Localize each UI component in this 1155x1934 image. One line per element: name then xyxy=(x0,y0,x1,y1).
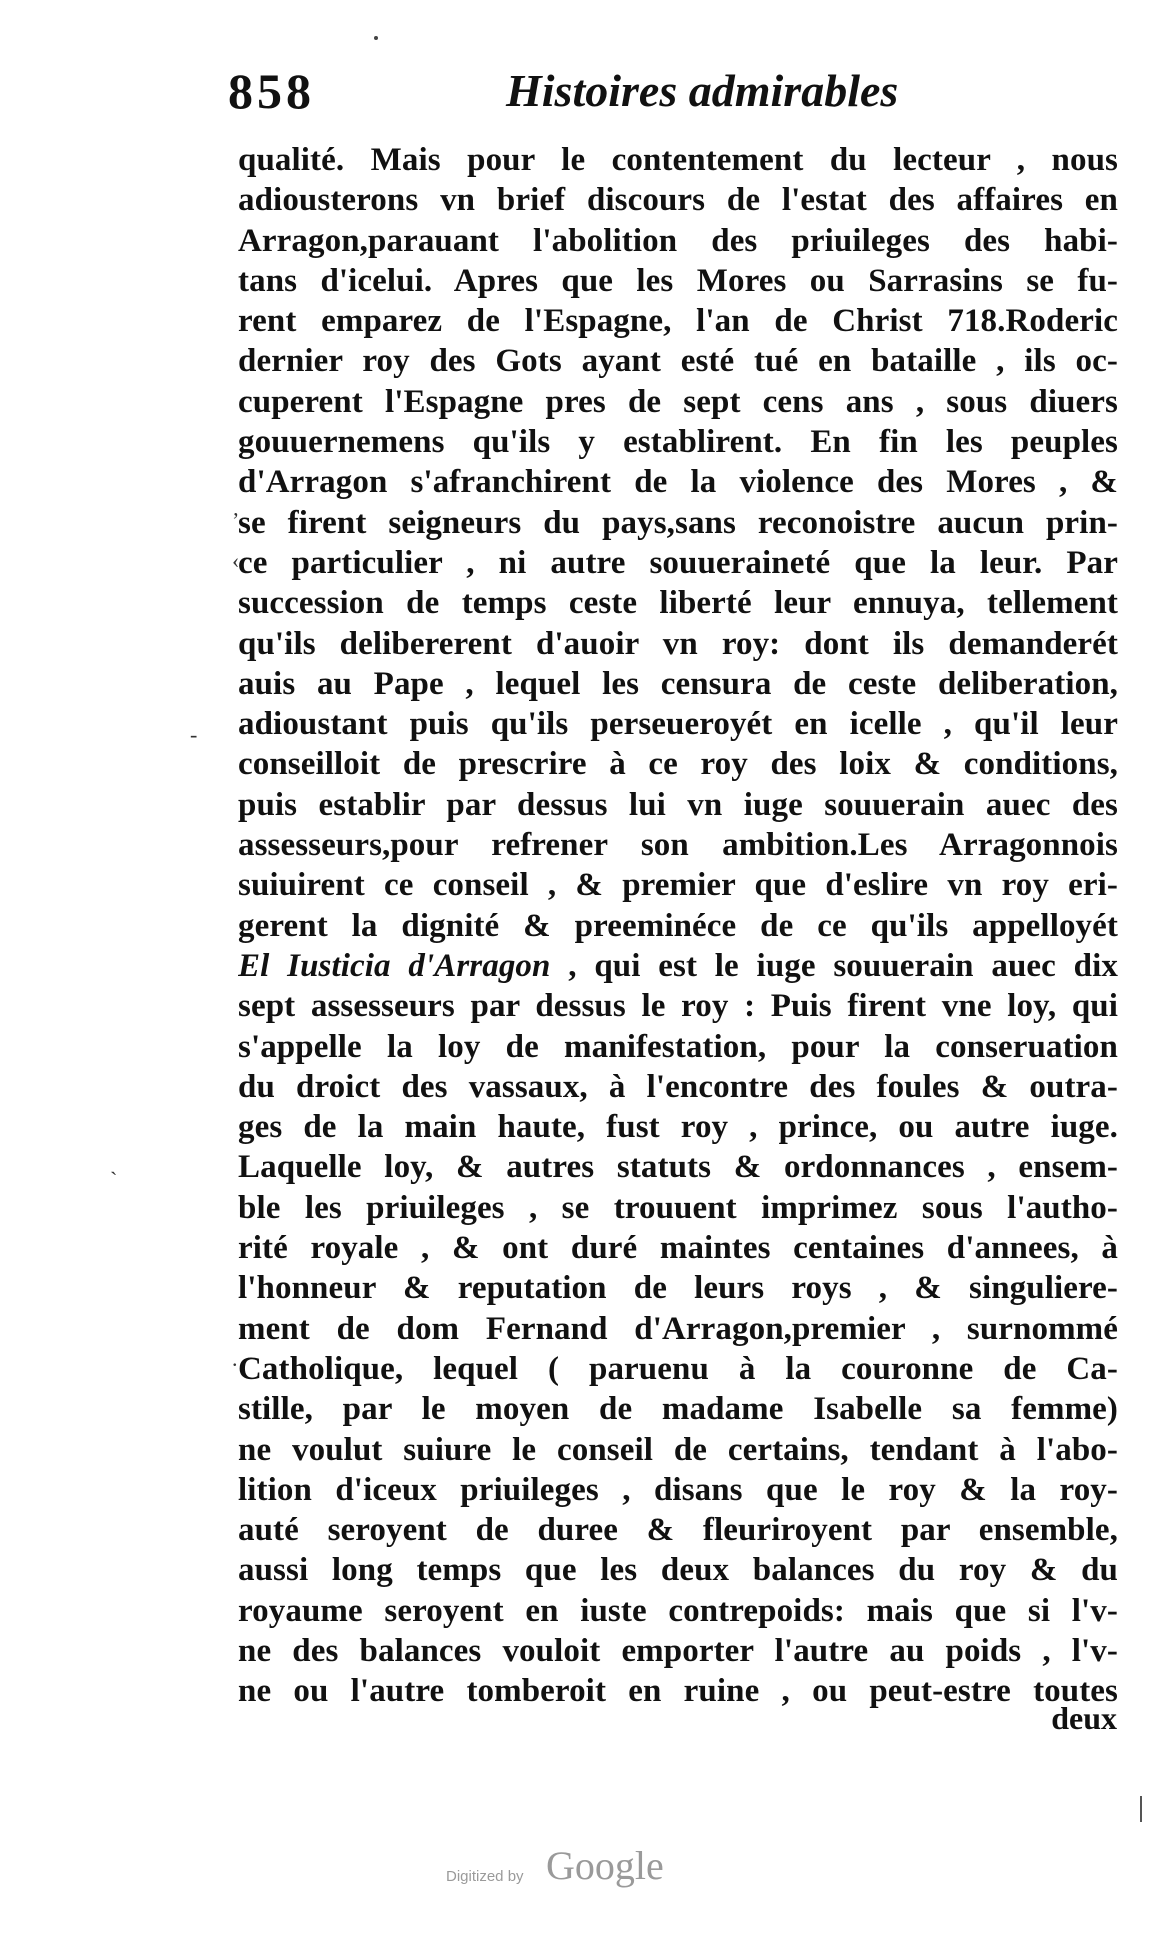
text-line: adioustant puis qu'ils perseueroyét en icelle , qu'il leur xyxy=(238,706,1118,743)
margin-mark: ʼ xyxy=(232,508,240,533)
text-line: dernier roy des Gots ayant esté tué en bataille , ils oc- xyxy=(238,343,1118,380)
text-line: ble les priuileges , se trouuent imprimez sous l'autho- xyxy=(238,1189,1118,1226)
text-line: rité royale , & ont duré maintes centaines d'annees, à xyxy=(238,1230,1118,1267)
body-text xyxy=(238,140,1118,1712)
catchword: deux xyxy=(1051,1700,1117,1736)
ink-speck xyxy=(374,36,378,40)
text-line: adiousterons vn brief discours de l'estat des affaires en xyxy=(238,182,1118,219)
text-line: Catholique, lequel ( paruenu à la couronne de Ca- xyxy=(238,1350,1118,1387)
text-line: auis au Pape , lequel les censura de ceste deliberation, xyxy=(238,665,1118,702)
text-line: Arragon,parauant l'abolition des priuileges des habi- xyxy=(238,222,1118,259)
italic-phrase: El Iusticia d'Arragon xyxy=(238,947,551,984)
text-line: assesseurs,pour refrener son ambition.Les Arragonnois xyxy=(238,827,1118,864)
page-header xyxy=(228,62,1108,132)
digitization-stamp xyxy=(442,1842,742,1892)
text-line: ce particulier , ni autre souueraineté que la leur. Par xyxy=(238,544,1118,581)
text-line: gouuernemens qu'ils y establirent. En fin les peuples xyxy=(238,424,1118,461)
text-line: cuperent l'Espagne pres de sept cens ans , sous diuers xyxy=(238,383,1118,420)
text-line: royaume seroyent en iuste contrepoids: mais que si l'v- xyxy=(238,1592,1118,1629)
text-line: aussi long temps que les deux balances du roy & du xyxy=(238,1552,1118,1589)
text-line: ne ou l'autre tomberoit en ruine , ou peut-estre toutes xyxy=(238,1673,1118,1710)
text-line: Laquelle loy, & autres statuts & ordonnances , ensem- xyxy=(238,1149,1118,1186)
margin-mark: - xyxy=(190,722,198,747)
text-line: lition d'iceux priuileges , disans que le roy & la roy- xyxy=(238,1471,1118,1508)
text-line: qualité. Mais pour le contentement du lecteur , nous xyxy=(238,142,1118,178)
margin-mark: ‹ xyxy=(232,548,240,573)
text-line: puis establir par dessus lui vn iuge souuerain auec des xyxy=(238,786,1118,823)
margin-mark: . xyxy=(232,1346,238,1371)
margin-mark: ˎ xyxy=(110,1150,118,1175)
text-line: du droict des vassaux, à l'encontre des foules & outra- xyxy=(238,1068,1118,1105)
text-line: El Iusticia d'Arragon , qui est le iuge souuerain auec dix xyxy=(238,947,1118,984)
text-line: ne voulut suiure le conseil de certains, tendant à l'abo- xyxy=(238,1431,1118,1468)
text-line: gerent la dignité & preeminéce de ce qu'ils appelloyét xyxy=(238,907,1118,944)
page-edge-mark xyxy=(1140,1796,1142,1822)
text-line: s'appelle la loy de manifestation, pour la conseruation xyxy=(238,1028,1118,1065)
text-line: se firent seigneurs du pays,sans reconoistre aucun prin- xyxy=(238,504,1118,541)
text-line: ment de dom Fernand d'Arragon,premier , surnommé xyxy=(238,1310,1118,1347)
text-line: succession de temps ceste liberté leur ennuya, tellement xyxy=(238,585,1118,622)
text-line: d'Arragon s'afranchirent de la violence des Mores , & xyxy=(238,464,1118,501)
text-line: qu'ils delibererent d'auoir vn roy: dont ils demanderét xyxy=(238,625,1118,662)
text-line: suiuirent ce conseil , & premier que d'eslire vn roy eri- xyxy=(238,867,1118,904)
text-line: ges de la main haute, fust roy , prince, ou autre iuge. xyxy=(238,1109,1118,1146)
text-line: conseilloit de prescrire à ce roy des loix & conditions, xyxy=(238,746,1118,783)
page-number: 858 xyxy=(228,63,315,119)
text-line: tans d'icelui. Apres que les Mores ou Sarrasins se fu- xyxy=(238,262,1118,299)
text-line: stille, par le moyen de madame Isabelle sa femme) xyxy=(238,1391,1118,1428)
digitized-by-label: Digitized by xyxy=(446,1868,524,1885)
text-line: auté seroyent de duree & fleuriroyent par ensemble, xyxy=(238,1512,1118,1549)
google-logo: Google xyxy=(546,1843,664,1888)
text-line: sept assesseurs par dessus le roy : Puis firent vne loy, qui xyxy=(238,988,1118,1025)
text-line: l'honneur & reputation de leurs roys , & singuliere- xyxy=(238,1270,1118,1307)
running-title: Histoires admirables xyxy=(506,65,899,116)
text-line: ne des balances vouloit emporter l'autre au poids , l'v- xyxy=(238,1632,1118,1669)
text-line: rent emparez de l'Espagne, l'an de Christ 718.Roderic xyxy=(238,303,1118,340)
